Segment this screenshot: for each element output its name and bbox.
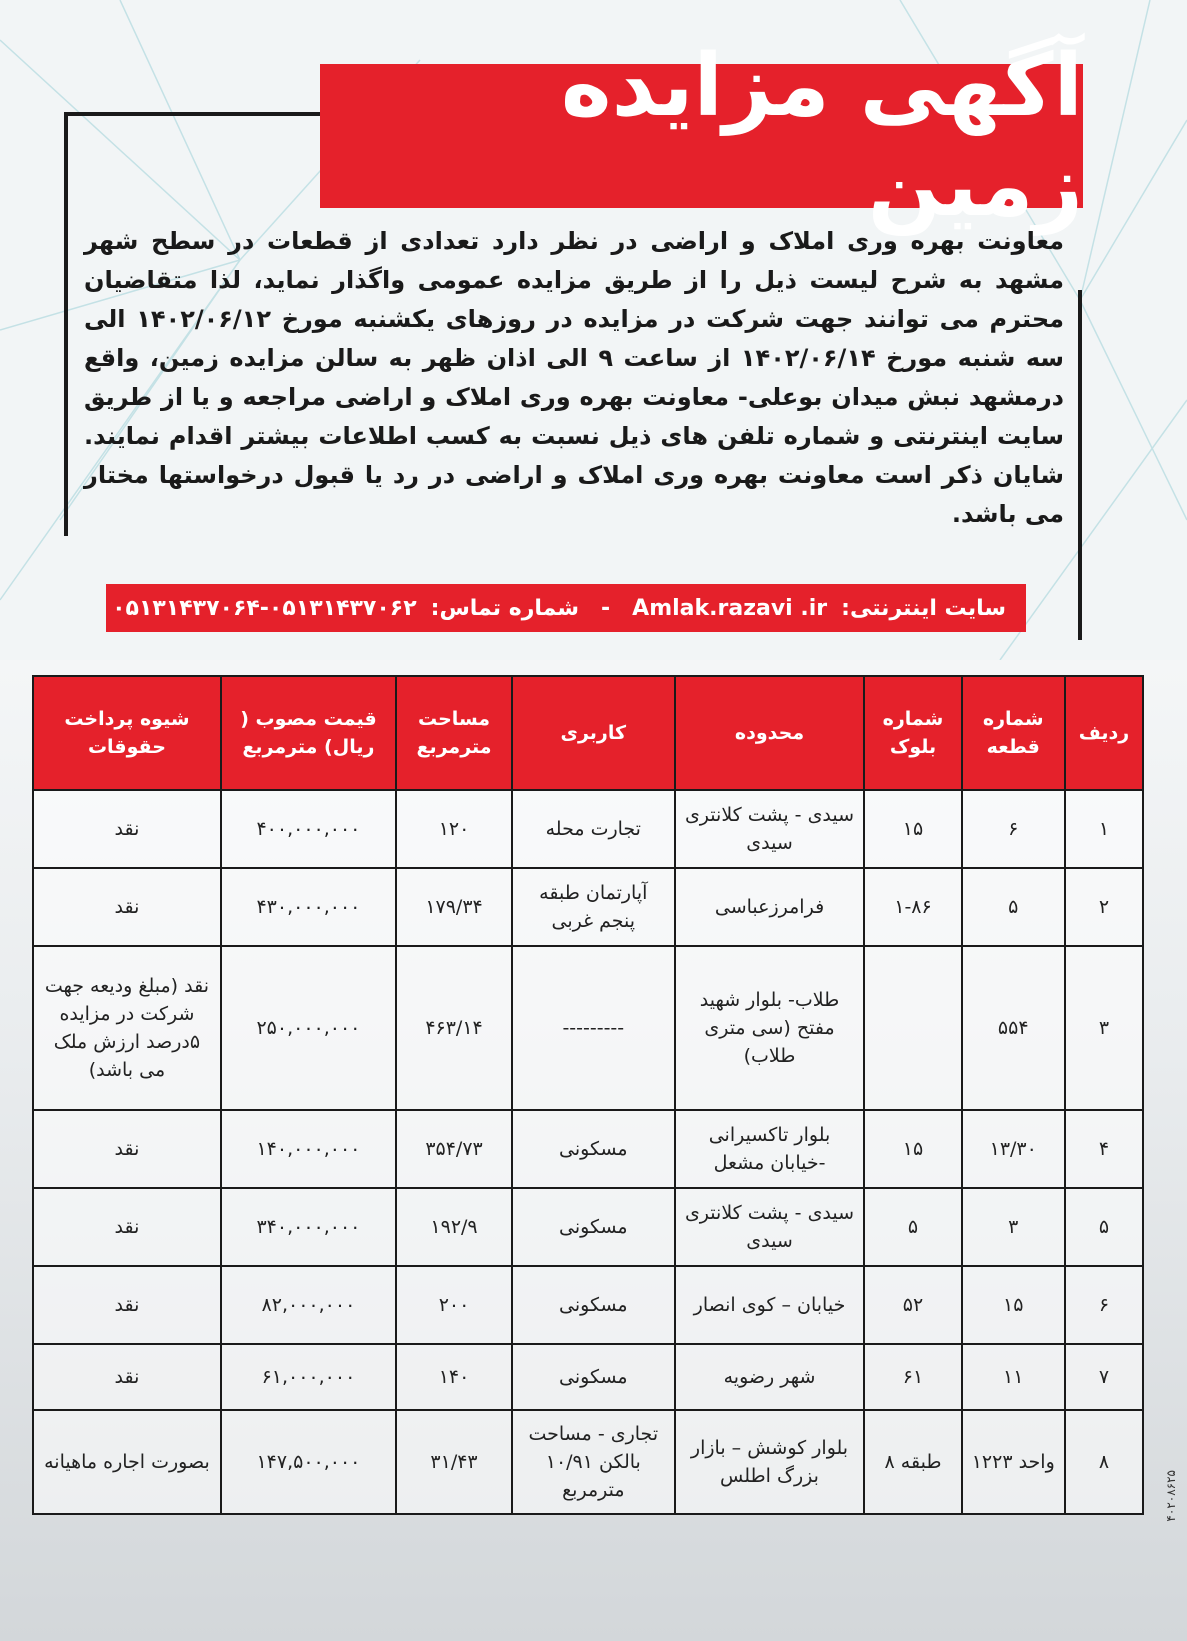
table-cell: ۵ [962,868,1065,946]
table-cell: بصورت اجاره ماهیانه [33,1410,221,1514]
table-cell: ۳ [1065,946,1143,1110]
table-cell: نقد [33,790,221,868]
announcement-body: معاونت بهره وری املاک و اراضی در نظر دارد تعدادی از قطعات در سطح شهر مشهد به شرح لیست ذیل را از طریق مزایده عمومی واگذار نماید، لذا متقاضیان محترم می توانند جهت شرکت در مزایده در روزهای یکشنبه مورخ ۱۴۰۲/۰۶/۱۲ الی سه شنبه مورخ ۱۴۰۲/۰۶/۱۴ از ساعت ۹ الی اذان ظهر به سالن مزایده زمین، واقع درمشهد نبش میدان بوعلی- معاونت بهره وری املاک و اراضی مراجعه و یا از طریق سایت اینترنتی و شماره تلفن های ذیل نسبت به کسب اطلاعات بیشتر اقدام نمایند. شایان ذکر است معاونت بهره وری املاک و اراضی در رد یا قبول درخواستها مختار می باشد. [84,227,1064,528]
website-label: سایت اینترنتی: [841,595,1006,621]
table-cell: مسکونی [512,1110,674,1188]
table-row [33,1266,1143,1344]
table-row [33,868,1143,946]
table-cell: ۱۴۰ [396,1344,512,1410]
table-cell: ۷ [1065,1344,1143,1410]
table-cell: طبقه ۸ [864,1410,961,1514]
table-cell: ۳۱/۴۳ [396,1410,512,1514]
table-cell: ۱۵ [962,1266,1065,1344]
table-cell: ۱۱ [962,1344,1065,1410]
table-cell: ۵ [864,1188,961,1266]
table-cell: ۴۳۰,۰۰۰,۰۰۰ [221,868,396,946]
table-cell: مسکونی [512,1188,674,1266]
col-header: ردیف [1065,676,1143,790]
table-cell [864,946,961,1110]
col-header: قیمت مصوب ( ریال) مترمربع [221,676,396,790]
table-cell: ۳۵۴/۷۳ [396,1110,512,1188]
table-cell: ۱۵ [864,790,961,868]
table-cell: ۱۵ [864,1110,961,1188]
table-row [33,1110,1143,1188]
table-cell: ۲۵۰,۰۰۰,۰۰۰ [221,946,396,1110]
table-cell: ۱ [1065,790,1143,868]
table-row [33,1344,1143,1410]
table-cell: نقد [33,868,221,946]
ad-serial-number: ۴۰۲۰۸۶۲۵ [1164,1470,1178,1522]
table-cell: ۲ [1065,868,1143,946]
table-cell: ۶ [1065,1266,1143,1344]
table-cell: ۸۲,۰۰۰,۰۰۰ [221,1266,396,1344]
table-cell: شهر رضویه [675,1344,865,1410]
table-cell: تجارت محله [512,790,674,868]
table-cell: ۱۳/۳۰ [962,1110,1065,1188]
table-cell: بلوار کوشش – بازار بزرگ اطلس [675,1410,865,1514]
page-title: آگهی مزایده زمین [320,64,1083,208]
table-cell: سیدی - پشت کلانتری سیدی [675,1188,865,1266]
col-header: کاربری [512,676,674,790]
table-cell: ۸ [1065,1410,1143,1514]
table-cell: ۲۰۰ [396,1266,512,1344]
table-cell: سیدی - پشت کلانتری سیدی [675,790,865,868]
table-cell: ۱۲۰ [396,790,512,868]
col-header: شماره بلوک [864,676,961,790]
table-cell: فرامرزعباسی [675,868,865,946]
table-cell: ۱۷۹/۳۴ [396,868,512,946]
table-row [33,1410,1143,1514]
table-cell: طلاب- بلوار شهید مفتح (سی متری طلاب) [675,946,865,1110]
table-cell: ۴ [1065,1110,1143,1188]
contact-bar [106,584,1026,632]
table-cell: نقد [33,1266,221,1344]
table-cell: ۱-۸۶ [864,868,961,946]
table-cell: خیابان – کوی انصار [675,1266,865,1344]
table-cell: ۱۴۰,۰۰۰,۰۰۰ [221,1110,396,1188]
col-header: مساحت مترمربع [396,676,512,790]
table-cell: ۵ [1065,1188,1143,1266]
table-cell: نقد [33,1188,221,1266]
col-header: محدوده [675,676,865,790]
table-cell: ۱۴۷,۵۰۰,۰۰۰ [221,1410,396,1514]
table-cell: مسکونی [512,1266,674,1344]
col-header: شماره قطعه [962,676,1065,790]
col-header: شیوه پرداخت حقوقات [33,676,221,790]
table-cell: مسکونی [512,1344,674,1410]
table-row [33,946,1143,1110]
table-cell: ۶۱,۰۰۰,۰۰۰ [221,1344,396,1410]
auction-table [32,675,1144,1515]
table-cell: ۱۹۲/۹ [396,1188,512,1266]
table-cell: ۴۶۳/۱۴ [396,946,512,1110]
table-cell: ۵۵۴ [962,946,1065,1110]
table-row [33,1188,1143,1266]
table-cell: ۵۲ [864,1266,961,1344]
table-cell: نقد (مبلغ ودیعه جهت شرکت در مزایده ۵درصد ارزش ملک می باشد) [33,946,221,1110]
table-cell: ۳۴۰,۰۰۰,۰۰۰ [221,1188,396,1266]
table-cell: واحد ۱۲۲۳ [962,1410,1065,1514]
website-link[interactable]: Amlak.razavi .ir [632,595,828,621]
table-cell: نقد [33,1110,221,1188]
table-cell: --------- [512,946,674,1110]
table-header-row [33,676,1143,790]
table-cell: آپارتمان طبقه پنجم غربی [512,868,674,946]
table-row [33,790,1143,868]
phone-label: شماره تماس: [430,595,580,621]
table-cell: ۳ [962,1188,1065,1266]
table-cell: نقد [33,1344,221,1410]
table-cell: تجاری - مساحت بالکن ۱۰/۹۱ مترمربع [512,1410,674,1514]
table-cell: بلوار تاکسیرانی -خیابان مشعل [675,1110,865,1188]
table-cell: ۴۰۰,۰۰۰,۰۰۰ [221,790,396,868]
table-cell: ۶ [962,790,1065,868]
phone-numbers: ۰۵۱۳۱۴۳۷۰۶۴-۰۵۱۳۱۴۳۷۰۶۲ [112,595,417,621]
table-cell: ۶۱ [864,1344,961,1410]
contact-separator: - [601,595,611,621]
